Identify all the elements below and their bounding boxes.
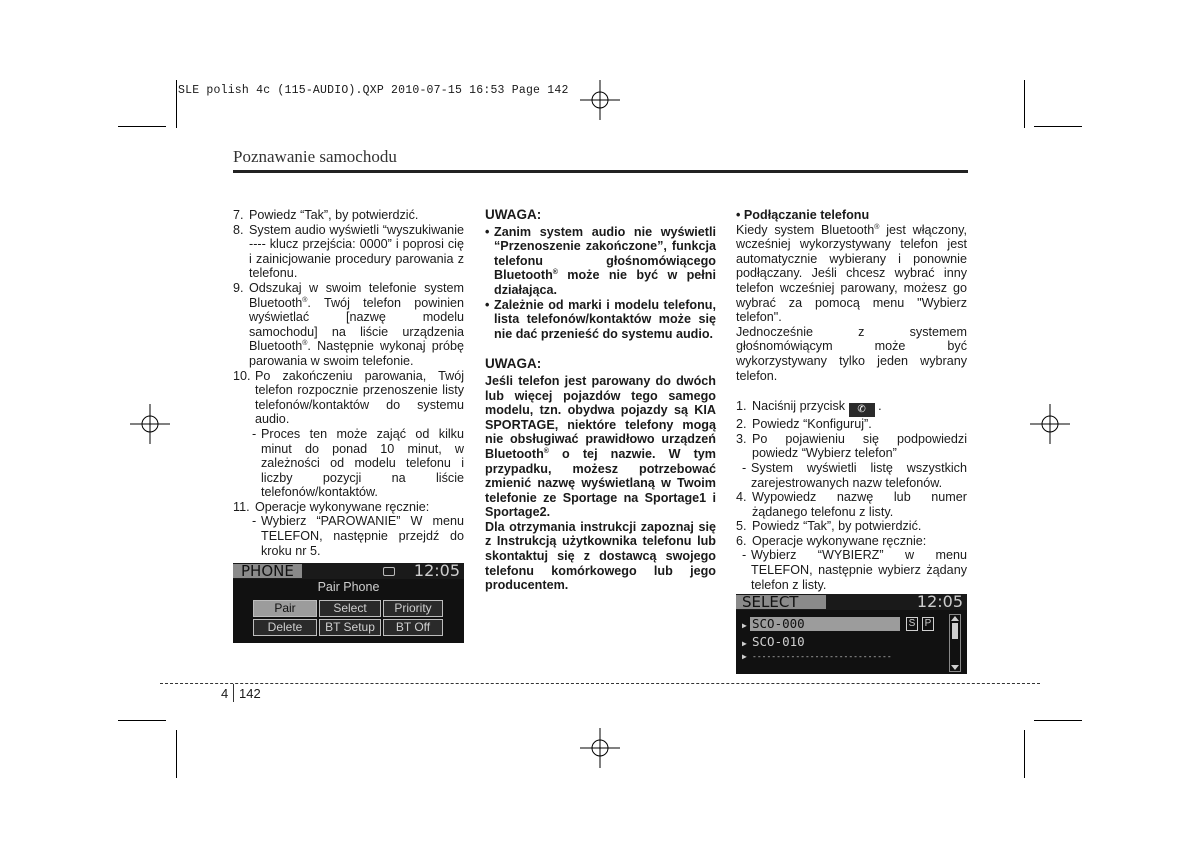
display-clock: 12:05 bbox=[413, 561, 460, 580]
registration-mark-icon: ® bbox=[302, 340, 308, 348]
list-item: 6. Operacje wykonywane ręcznie: bbox=[736, 533, 927, 548]
list-item[interactable]: ▶ SCO-010 bbox=[742, 634, 805, 649]
list-item: 9. Odszukaj w swoim telefonie system Bluetooth®. Twój telefon powinien wyświetlać [nazwę modelu samochodu] na liście urządzenia Bluetooth®. Następnie wykonaj próbę parowania w swoim telefonie. bbox=[233, 280, 464, 368]
note-bullet: • Zanim system audio nie wyświetli “Przenoszenie zakończone”, funkcja telefonu głośnomówiącego Bluetooth® może nie być w pełni działająca. bbox=[485, 224, 716, 297]
registration-mark-icon: ® bbox=[874, 223, 880, 231]
scrollbar[interactable] bbox=[949, 614, 961, 672]
crop-mark bbox=[1034, 720, 1082, 721]
delete-button[interactable]: Delete bbox=[253, 619, 317, 636]
arrow-right-icon: ▶ bbox=[742, 621, 747, 630]
note-heading: UWAGA: bbox=[485, 356, 542, 372]
display-clock: 12:05 bbox=[916, 592, 963, 611]
column-2 bbox=[485, 208, 716, 593]
crop-mark bbox=[118, 720, 166, 721]
paragraph: Jednocześnie z systemem głośnomówiącym może być wykorzystywany tylko jeden wybrany telefon. bbox=[736, 324, 967, 383]
list-item: 4. Wypowiedz nazwę lub numer żądanego telefonu z listy. bbox=[736, 490, 967, 519]
priority-badge: P bbox=[922, 617, 934, 631]
list-item: 8. System audio wyświetli “wyszukiwanie ---- klucz przejścia: 0000” i poprosi cię i zainicjowanie procedury parowania z telefonu. bbox=[233, 222, 464, 281]
priority-button[interactable]: Priority bbox=[383, 600, 443, 617]
speed-dial-badge: S bbox=[906, 617, 918, 631]
list-item[interactable]: ▶ ----------------------------- bbox=[742, 652, 892, 661]
paragraph: Kiedy system Bluetooth® jest włączony, wcześniej wykorzystywany telefon jest automatycznie wybierany i ponownie podłączany. Jeśli chcesz wybrać inny telefon wcześniej parowany, możesz go wybrać za pomocą menu "Wybierz telefon". bbox=[736, 222, 967, 325]
list-item: 2. Powiedz “Konfiguruj”. bbox=[736, 417, 872, 432]
cd-icon bbox=[383, 567, 395, 576]
bt-setup-button[interactable]: BT Setup bbox=[319, 619, 381, 636]
registration-target-icon bbox=[580, 80, 620, 120]
note-heading: UWAGA: bbox=[485, 207, 542, 222]
crop-mark bbox=[1024, 80, 1025, 128]
registration-mark-icon: ® bbox=[543, 447, 549, 455]
subsection-heading: • Podłączanie telefonu bbox=[736, 208, 870, 222]
registration-target-icon bbox=[1030, 404, 1070, 444]
display-mode-tag: SELECT bbox=[736, 595, 826, 609]
list-item: 1. Naciśnij przycisk ✆ . bbox=[736, 399, 882, 416]
scroll-up-arrow-icon[interactable] bbox=[951, 616, 959, 621]
registration-target-icon bbox=[580, 728, 620, 768]
phone-talk-button-icon: ✆ bbox=[849, 403, 875, 417]
scrollbar-thumb[interactable] bbox=[952, 623, 958, 639]
crop-mark bbox=[176, 80, 177, 128]
list-item: 3. Po pojawieniu się podpowiedzi powiedz “Wybierz telefon” bbox=[736, 431, 967, 461]
arrow-right-icon: ▶ bbox=[742, 639, 747, 648]
note-paragraph: Jeśli telefon jest parowany do dwóch lub więcej pojazdów tego samego modelu, tzn. obydwa pojazdy są KIA SPORTAGE, niektóre telefony mogą nie obsługiwać prawidłowo urządzeń Bluetooth® o tej nazwie. W tym przypadku, możesz potrzebować zmienić nazwę wyświetlaną w Twoim telefonie ze Sportage na Sportage1 i Sportage2. bbox=[485, 373, 716, 520]
column-1 bbox=[233, 208, 464, 558]
display-mode-tag: PHONE bbox=[233, 564, 302, 578]
note-paragraph: Dla otrzymania instrukcji zapoznaj się z Instrukcją użytkownika telefonu lub skontaktuj się z dostawcą swojego telefonu komórkowego lub jego producentem. bbox=[485, 519, 716, 593]
footer-tick bbox=[233, 684, 234, 702]
sub-item: - Wybierz “WYBIERZ” w menu TELEFON, następnie wybierz żądany telefon z listy. bbox=[742, 548, 967, 592]
arrow-right-icon: ▶ bbox=[742, 652, 747, 661]
header-rule bbox=[233, 170, 968, 173]
bt-off-button[interactable]: BT Off bbox=[383, 619, 443, 636]
list-item[interactable]: ▶ SCO-000 bbox=[742, 616, 805, 631]
spacer bbox=[736, 383, 967, 399]
select-button[interactable]: Select bbox=[319, 600, 381, 617]
select-screen-display bbox=[736, 594, 967, 674]
registration-mark-icon: ® bbox=[552, 269, 558, 277]
column-3 bbox=[736, 208, 967, 592]
sub-item: - Proces ten może zająć od kilku minut do ponad 10 minut, w zależności od modelu telefonu i liczby pozycji na liście telefonów/kontaktów. bbox=[252, 426, 464, 500]
list-item: 7. Powiedz “Tak”, by potwierdzić. bbox=[233, 208, 419, 222]
crop-mark bbox=[1034, 126, 1082, 127]
section-title: Poznawanie samochodu bbox=[233, 147, 397, 166]
crop-mark bbox=[176, 730, 177, 778]
footer-divider bbox=[160, 683, 1040, 684]
crop-mark bbox=[118, 126, 166, 127]
print-slug: SLE polish 4c (115-AUDIO).QXP 2010-07-15 16:53 Page 142 bbox=[178, 84, 569, 97]
phone-screen-display bbox=[233, 563, 464, 643]
note-bullet: • Zależnie od marki i modelu telefonu, lista telefonów/kontaktów może się nie dać przenieść do systemu audio. bbox=[485, 297, 716, 341]
chapter-number: 4 bbox=[221, 686, 229, 701]
scroll-down-arrow-icon[interactable] bbox=[951, 665, 959, 670]
list-item: 10. Po zakończeniu parowania, Twój telefon rozpocznie przenoszenie listy telefonów/kontaktów do systemu audio. bbox=[233, 368, 464, 427]
pair-button[interactable]: Pair bbox=[253, 600, 317, 617]
page-number: 142 bbox=[239, 686, 261, 701]
crop-mark bbox=[1024, 730, 1025, 778]
sub-item: - System wyświetli listę wszystkich zarejestrowanych nazw telefonów. bbox=[742, 460, 967, 490]
sub-item: - Wybierz “PAROWANIE” W menu TELEFON, następnie przejdź do kroku nr 5. bbox=[252, 514, 464, 558]
registration-mark-icon: ® bbox=[302, 296, 308, 304]
registration-target-icon bbox=[130, 404, 170, 444]
display-title: Pair Phone bbox=[317, 580, 380, 594]
list-item: 11. Operacje wykonywane ręcznie: bbox=[233, 499, 430, 514]
list-item: 5. Powiedz “Tak”, by potwierdzić. bbox=[736, 519, 922, 534]
